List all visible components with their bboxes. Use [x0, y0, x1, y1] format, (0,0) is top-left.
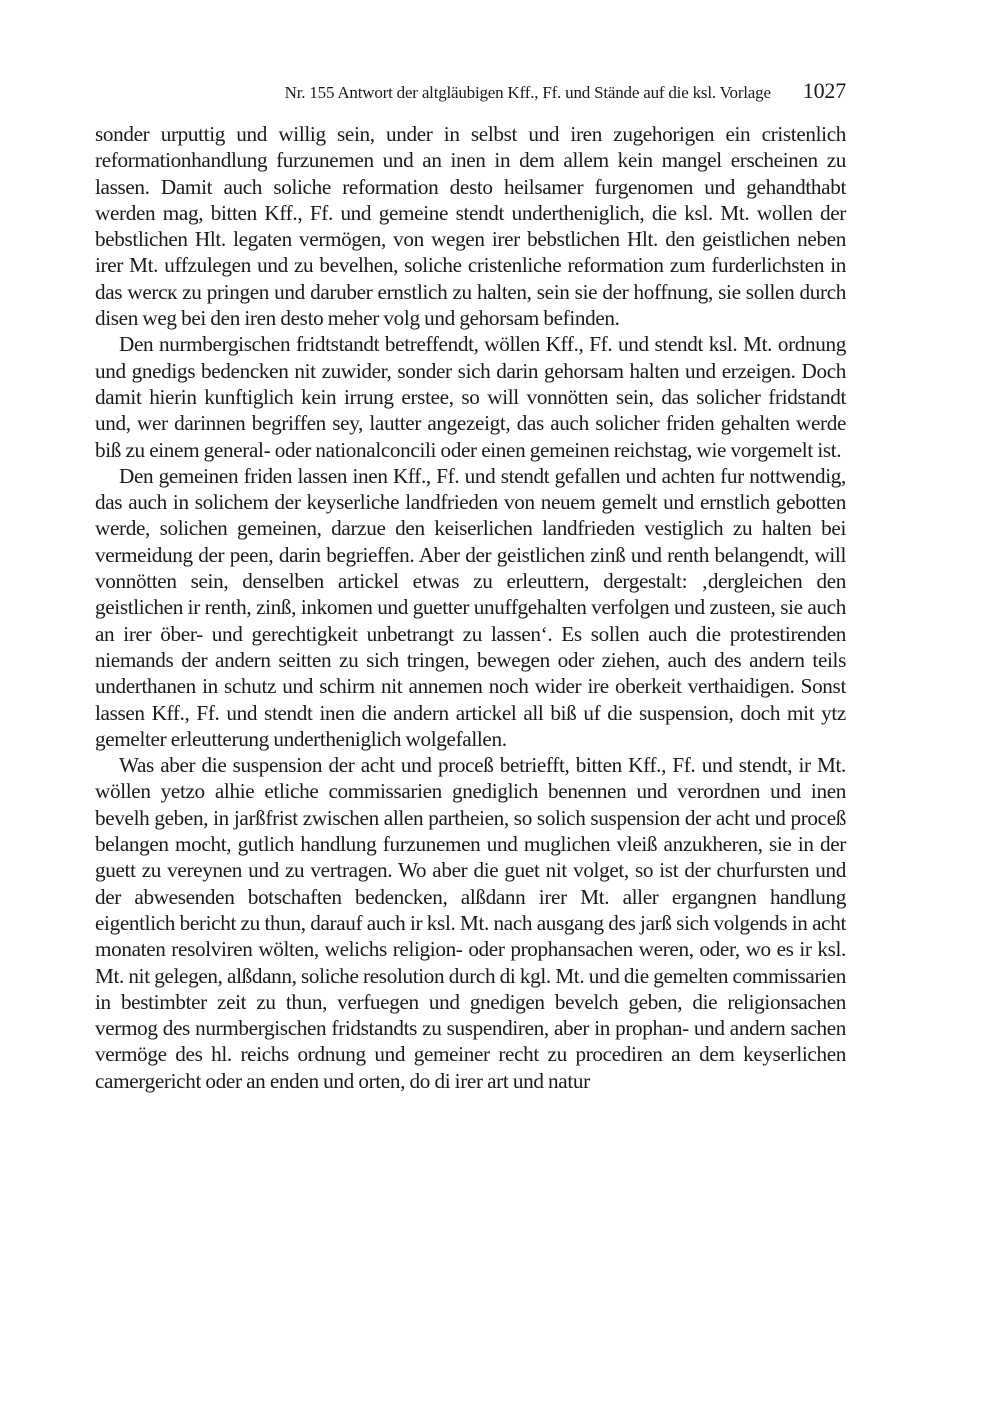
paragraph-4: Was aber die suspension der acht und proceß betriefft, bitten Kff., Ff. und stendt, ir Mt. wöllen yetzo alhie etliche commissarien gnediglich benennen und verordnen und inen bevelh geben, in jarßfrist zwischen allen partheien, so solich suspension der acht und proceß belangen mocht, gutlich handlung furzunemen und muglichen vleiß anzukheren, sie in der guett zu vereynen und zu vertragen. Wo aber die guet nit volget, so ist der churfursten und der abwesenden botschaften bedencken, alßdann irer Mt. aller ergangnen handlung eigentlich bericht zu thun, darauf auch ir ksl. Mt. nach ausgang des jarß sich volgends in acht monaten resolviren wölten, welichs religion- oder prophansachen weren, oder, wo es ir ksl. Mt. nit gelegen, alßdann, soliche resolution durch di kgl. Mt. und die gemelten commissarien in bestimbter zeit zu thun, verfuegen und gnedigen bevelch geben, die religionsachen vermog des nurmbergischen fridstandts zu suspendiren, aber in prophan- und andern sachen vermöge des hl. reichs ordnung und gemeiner recht zu procediren an dem keyserlichen camergericht oder an enden und orten, do di irer art und natur — [95, 753, 846, 1093]
document-page — [95, 78, 846, 1094]
running-header — [95, 78, 846, 108]
paragraph-1: sonder urputtig und willig sein, under in selbst und iren zugehorigen ein cristenlich reformationhandlung furzunemen und an inen in dem allem kein mangel erscheinen zu lassen. Damit auch soliche reformation desto heilsamer furgenomen und gehandthabt werden mag, bitten Kff., Ff. und gemeine stendt undertheniglich, die ksl. Mt. wollen der bebstlichen Hlt. legaten vermögen, von wegen irer bebstlichen Hlt. den geistlichen neben irer Mt. uffzulegen und zu bevelhen, soliche cristenliche reformation zum furderlichsten in das wercк zu pringen und daruber ernstlich zu halten, sein sie der hoffnung, sie sollen durch disen weg bei den iren desto meher volg und gehorsam befinden. — [95, 122, 846, 331]
running-title: Nr. 155 Antwort der altgläubigen Kff., Ff. und Stände auf die ksl. Vorlage — [284, 83, 771, 102]
paragraph-2: Den nurmbergischen fridtstandt betreffendt, wöllen Kff., Ff. und stendt ksl. Mt. ordnung und gnedigs bedencken nit zuwider, sonder sich darin gehorsam halten und erzeigen. Doch damit hierin kunftiglich kein irrung erstee, so will vonnötten sein, das solicher fridstandt und, wer darinnen begriffen sey, lautter angezeigt, das auch solicher friden gehalten werde biß zu einem general- oder nationalconcili oder einen gemeinen reichstag, wie vorgemelt ist. — [95, 332, 846, 462]
page-number: 1027 — [802, 78, 846, 103]
paragraph-3: Den gemeinen friden lassen inen Kff., Ff. und stendt gefallen und achten fur nottwendig, das auch in solichem der keyserliche landfrieden von neuem gemelt und ernstlich gebotten werde, solichen gemeinen, darzue den keiserlichen landfrieden vestiglich zu halten bei vermeidung der peen, darin begrieffen. Aber der geistlichen zinß und renth belangendt, will vonnötten sein, denselben artickel etwas zu erleuttern, dergestalt: ‚dergleichen den geistlichen ir renth, zinß, inkomen und guetter unuffgehalten verfolgen und zusteen, sie auch an irer öber- und gerechtigkeit unbetrangt zu lassen‘. Es sollen auch die protestirenden niemands der andern seitten zu sich tringen, bewegen oder ziehen, auch des andern teils underthanen in schutz und schirm nit annemen noch wider ire oberkeit verthaidigen. Sonst lassen Kff., Ff. und stendt inen die andern artickel all biß uf die suspension, doch mit ytz gemelter erleutterung undertheniglich wolgefallen. — [95, 463, 846, 751]
body-text — [95, 121, 846, 1094]
